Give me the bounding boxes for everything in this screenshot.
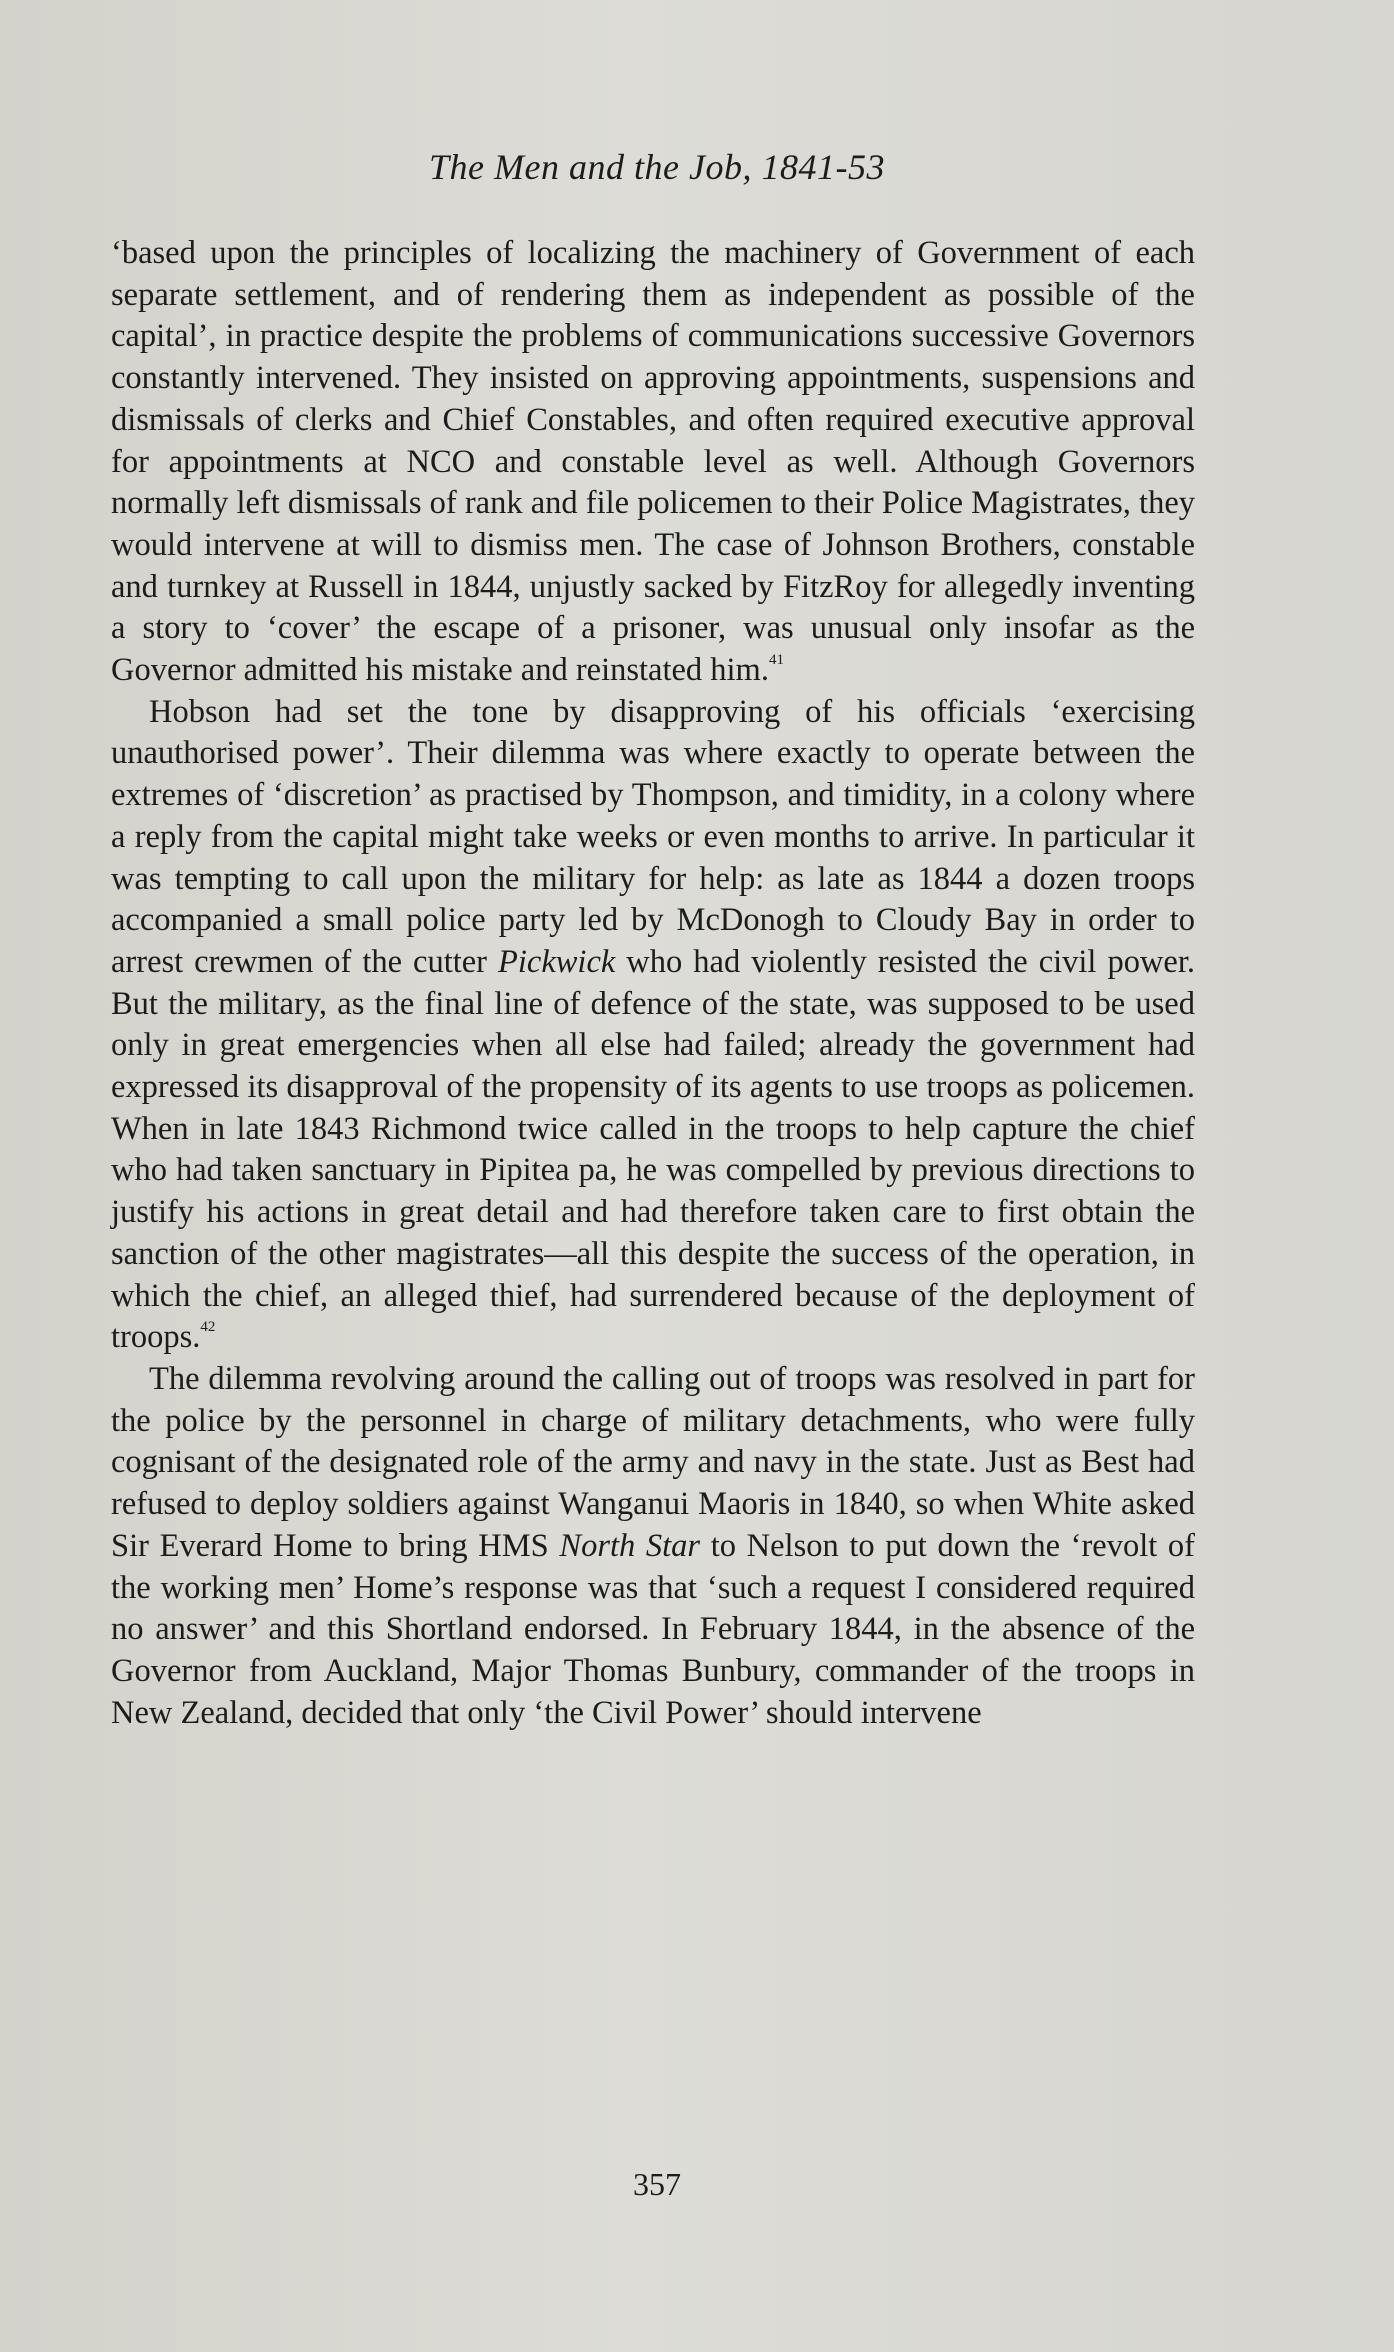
paragraph-2-text-a: Hobson had set the tone by disapproving of his officials ‘exercising unauthorised power’. Their dilemma was where exactly to operate between the extremes of ‘discretion’ as practised by Thompson, and timidity, in a colony where a reply from the capital might take weeks or even months to arrive. In particular it was tempting to call upon the military for help: as late as 1844 a dozen troops accompanied a small police party led by McDonogh to Cloudy Bay in order to arrest crewmen of the cutter [111, 693, 1195, 980]
page-number: 357 [633, 2166, 681, 2202]
running-head: The Men and the Job, 1841-53 [429, 147, 885, 187]
ship-name-north-star: North Star [559, 1527, 701, 1564]
footnote-ref-41: 41 [768, 652, 784, 669]
paragraph-3-text-b: to Nelson to put down the ‘revolt of the working men’ Home’s response was that ‘such a request I considered required no answer’ and this Shortland endorsed. In February 1844, in the absence of the Governor from Auckland, Major Thomas Bunbury, commander of the troops in New Zealand, decided that only ‘the Civil Power’ should intervene [111, 1527, 1196, 1731]
paragraph-1 [111, 233, 1195, 692]
paragraph-2 [111, 692, 1195, 1359]
paragraph-1-text: ‘based upon the principles of localizing the machinery of Government of each separate settlement, and of rendering them as independent as possible of the capital’, in practice despite the problems of communications successive Governors constantly intervened. They insisted on approving appointments, suspensions and dismissals of clerks and Chief Constables, and often required executive approval for appointments at NCO and constable level as well. Although Governors normally left dismissals of rank and file policemen to their Police Magistrates, they would intervene at will to dismiss men. The case of Johnson Brothers, constable and turnkey at Russell in 1844, unjustly sacked by FitzRoy for allegedly inventing a story to ‘cover’ the escape of a prisoner, was unusual only insofar as the Governor admitted his mistake and reinstated him. [111, 235, 1195, 689]
footnote-ref-42: 42 [200, 1319, 216, 1336]
body-text [111, 233, 1195, 1734]
paragraph-2-text-b: who had violently resisted the civil power. But the military, as the final line of defence of the state, was supposed to be used only in great emergencies when all else had failed; already the government had expressed its disapproval of the propensity of its agents to use troops as policemen. When in late 1843 Richmond twice called in the troops to help capture the chief who had taken sanctuary in Pipitea pa, he was compelled by previous directions to justify his actions in great detail and had therefore taken care to first obtain the sanction of the other magistrates—all this despite the success of the operation, in which the chief, an alleged thief, had surrendered because of the deployment of troops. [111, 943, 1196, 1356]
ship-name-pickwick: Pickwick [498, 943, 616, 980]
paragraph-3 [111, 1359, 1195, 1734]
paragraph-3-text-a: The dilemma revolving around the calling out of troops was resolved in part for the police by the personnel in charge of military detachments, who were fully cognisant of the designated role of the army and navy in the state. Just as Best had refused to deploy soldiers against Wanganui Maoris in 1840, so when White asked Sir Everard Home to bring HMS [111, 1360, 1195, 1564]
